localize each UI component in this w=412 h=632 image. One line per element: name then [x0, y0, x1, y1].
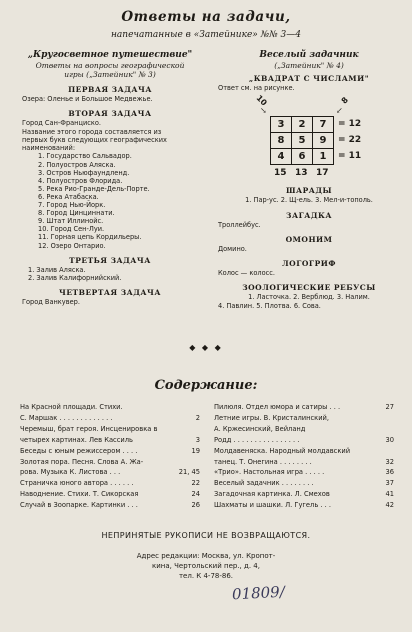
toc-page: 41 [385, 490, 394, 499]
page-title: Ответы на задачи, [121, 9, 291, 25]
toc-entry: Наводнение. Стихи. Т. Сикорская [20, 490, 139, 499]
table-row [214, 500, 394, 511]
diagonal-sum-top: 10 [254, 93, 269, 108]
archive-stamp: 01809/ [231, 582, 286, 604]
table-row [20, 489, 200, 500]
list-item: 12. Озеро Онтарио. [38, 241, 106, 250]
row-sum: = 22 [338, 135, 362, 146]
list-item: 10. Город Сен-Луи. [38, 225, 105, 234]
contents-title: Содержание: [154, 378, 258, 393]
toc-entry: Золотая пора. Песня. Слова А. Жа- [20, 457, 144, 466]
grid-cell: 9 [312, 132, 334, 149]
charades-answer: 1. Пар-ус. 2. Щ-ель. 3. Мел-и-тополь. [245, 196, 373, 205]
riddle-heading: ЗАГАДКА [286, 210, 332, 220]
toc-page: 36 [385, 468, 394, 477]
column-sum: 17 [316, 168, 329, 179]
toc-entry: Загадочная картинка. Л. Смехов [214, 490, 330, 499]
address-line: Адрес редакции: Москва, ул. Кропот- [136, 552, 276, 560]
toc-entry: четырех картинах. Лев Кассиль [20, 435, 133, 444]
homonym-answer: Домино. [218, 244, 247, 253]
rebus-heading: ЗООЛОГИЧЕСКИЕ РЕБУСЫ [242, 283, 376, 293]
toc-entry: А. Кржесинский, Вейланд [214, 424, 306, 433]
toc-page [184, 424, 200, 435]
grid-cell: 6 [291, 148, 313, 165]
task3-line: 1. Залив Аляска. [28, 265, 86, 274]
toc-entry: Страничка юного автора . . . . . . [20, 479, 134, 488]
right-section-title: Веселый задачник [259, 50, 359, 60]
table-row [214, 478, 394, 489]
column-sum: 13 [295, 168, 308, 179]
grid-cell: 3 [270, 116, 292, 133]
toc-page [378, 424, 394, 435]
charades-heading: ШАРАДЫ [285, 186, 333, 196]
toc-entry: Родд . . . . . . . . . . . . . . . . [214, 435, 300, 444]
column-sum: 15 [274, 168, 287, 179]
toc-page: 3 [195, 435, 200, 444]
toc-page [378, 446, 394, 457]
toc-page [378, 413, 394, 424]
grid-cell: 4 [270, 148, 292, 165]
toc-page: 2 [195, 413, 200, 422]
toc-page: 21, 45 [178, 468, 200, 477]
table-row [20, 413, 200, 424]
left-column [22, 50, 198, 307]
task4-answer: Город Ванкувер. [22, 298, 80, 307]
task3-heading: ТРЕТЬЯ ЗАДАЧА [69, 255, 151, 265]
toc-entry: Беседы с юным режиссером . . . . [20, 446, 138, 455]
number-square [218, 92, 400, 180]
list-item: 8. Город Цинциннати. [38, 209, 115, 218]
list-item: 7. Город Нью-Йорк. [38, 201, 106, 210]
task4-heading: ЧЕТВЕРТАЯ ЗАДАЧА [58, 288, 161, 298]
homonym-heading: ОМОНИМ [285, 234, 333, 244]
task2-city: Город Сан-Франциско. [22, 119, 101, 128]
table-row [20, 402, 200, 413]
table-row [214, 489, 394, 500]
page-subtitle: напечатанные в «Затейнике» №№ 3—4 [110, 30, 302, 40]
grid-cell: 5 [291, 132, 313, 149]
list-item: 5. Река Рио-Гранде-Дель-Порте. [38, 184, 150, 193]
left-section-title: „Кругосветное путешествие" [27, 50, 193, 60]
toc-entry: Пилюля. Отдел юмора и сатиры . . . [214, 403, 341, 411]
right-section-sub: („Затейник" № 4) [274, 61, 344, 70]
toc-entry: На Красной площади. Стихи. [20, 403, 123, 411]
contents-right [214, 402, 394, 511]
task2-heading: ВТОРАЯ ЗАДАЧА [68, 109, 152, 119]
toc-entry: Веселый задачник . . . . . . . . [214, 479, 314, 488]
toc-page: 22 [191, 479, 200, 488]
toc-page [184, 457, 200, 468]
toc-entry: Шахматы и шашки. Л. Гугель . . . [214, 501, 332, 510]
list-item: 11. Горная цепь Кордильеры. [38, 233, 142, 242]
list-item: 3. Остров Ньюфаундленд. [38, 168, 130, 177]
logogriph-answer: Колос — колосс. [218, 269, 275, 278]
right-column [218, 50, 400, 310]
toc-page: 42 [385, 501, 394, 510]
task3-line: 2. Залив Калифорнийский. [28, 273, 122, 282]
list-item: 9. Штат Иллинойс. [38, 217, 104, 226]
table-row [214, 413, 394, 424]
toc-entry: С. Маршак . . . . . . . . . . . . . [20, 413, 113, 422]
toc-page: 26 [191, 501, 200, 510]
task2-intro-line: первых букв следующих географических [22, 135, 167, 144]
table-row [20, 500, 200, 511]
task1-heading: ПЕРВАЯ ЗАДАЧА [68, 85, 152, 94]
toc-entry: «Трио». Настольная игра . . . . . [214, 468, 325, 477]
table-row [20, 424, 200, 435]
row-sum: = 11 [338, 151, 362, 162]
table-row [20, 446, 200, 457]
toc-entry: танец. Т. Онегина . . . . . . . . [214, 457, 312, 466]
table-row [20, 467, 200, 478]
riddle-answer: Троллейбус. [218, 220, 261, 229]
toc-entry: Летние игры. В. Кристалинский, [214, 413, 330, 422]
rebus-line: 4. Павлин. 5. Плотва. 6. Сова. [218, 301, 321, 310]
list-item: 1. Государство Сальвадор. [38, 152, 132, 161]
arrow-icon: ↘ [260, 106, 267, 116]
manuscripts-notice: НЕПРИНЯТЫЕ РУКОПИСИ НЕ ВОЗВРАЩАЮТСЯ. [101, 531, 311, 540]
contents-left [20, 402, 200, 511]
divider-ornament: ◆ ◆ ◆ [189, 343, 223, 352]
diagonal-sum-bottom: 8 [339, 95, 350, 106]
toc-page [184, 402, 200, 413]
square-heading: „КВАДРАТ С ЧИСЛАМИ" [248, 74, 370, 83]
table-row [214, 457, 394, 468]
toc-entry: Черемыш, брат героя. Инсценировка в [20, 424, 158, 433]
toc-page: 24 [191, 490, 200, 499]
table-row [214, 435, 394, 446]
table-row [214, 467, 394, 478]
left-section-sub2: игры („Затейник" № 3) [64, 70, 156, 79]
toc-entry: Молдавеняска. Народный молдавский [214, 446, 351, 455]
left-section-sub1: Ответы на вопросы географической [35, 61, 185, 70]
square-note: Ответ см. на рисунке. [218, 84, 295, 92]
table-row [20, 435, 200, 446]
grid-cell: 7 [312, 116, 334, 133]
list-item: 4. Полуостров Флорида. [38, 176, 123, 185]
logogriph-heading: ЛОГОГРИФ [282, 259, 336, 269]
toc-page: 32 [385, 457, 394, 466]
arrow-icon: ↙ [336, 106, 343, 116]
address-line: кина, Чертольский пер., д. 4, [152, 562, 260, 570]
task1-answer: Озера: Оленье и Большое Медвежье. [22, 95, 153, 103]
list-item: 2. Полуостров Аляска. [38, 160, 116, 169]
table-row [20, 478, 200, 489]
toc-entry: рова. Музыка К. Листова . . . [20, 468, 121, 477]
task2-intro-line: наименований: [22, 144, 76, 153]
list-item: 6. Река Атабаска. [38, 192, 99, 201]
row-sum: = 12 [338, 119, 362, 130]
grid-cell: 2 [291, 116, 313, 133]
toc-page: 27 [385, 403, 394, 411]
table-row [20, 457, 200, 468]
table-row [214, 402, 394, 413]
task2-list [22, 152, 198, 249]
rebus-line: 1. Ласточка. 2. Верблюд. 3. Налим. [248, 293, 370, 302]
table-row [214, 424, 394, 435]
toc-entry: Случай в Зоопарке. Картинки . . . [20, 501, 138, 510]
toc-page: 30 [385, 435, 394, 444]
grid-cell: 1 [312, 148, 334, 165]
grid-cell: 8 [270, 132, 292, 149]
toc-page: 19 [191, 446, 200, 455]
address-line: тел. К 4-78-86. [178, 572, 234, 580]
table-row [214, 446, 394, 457]
toc-page: 37 [385, 479, 394, 488]
task2-intro-line: Название этого города составляется из [22, 127, 162, 136]
